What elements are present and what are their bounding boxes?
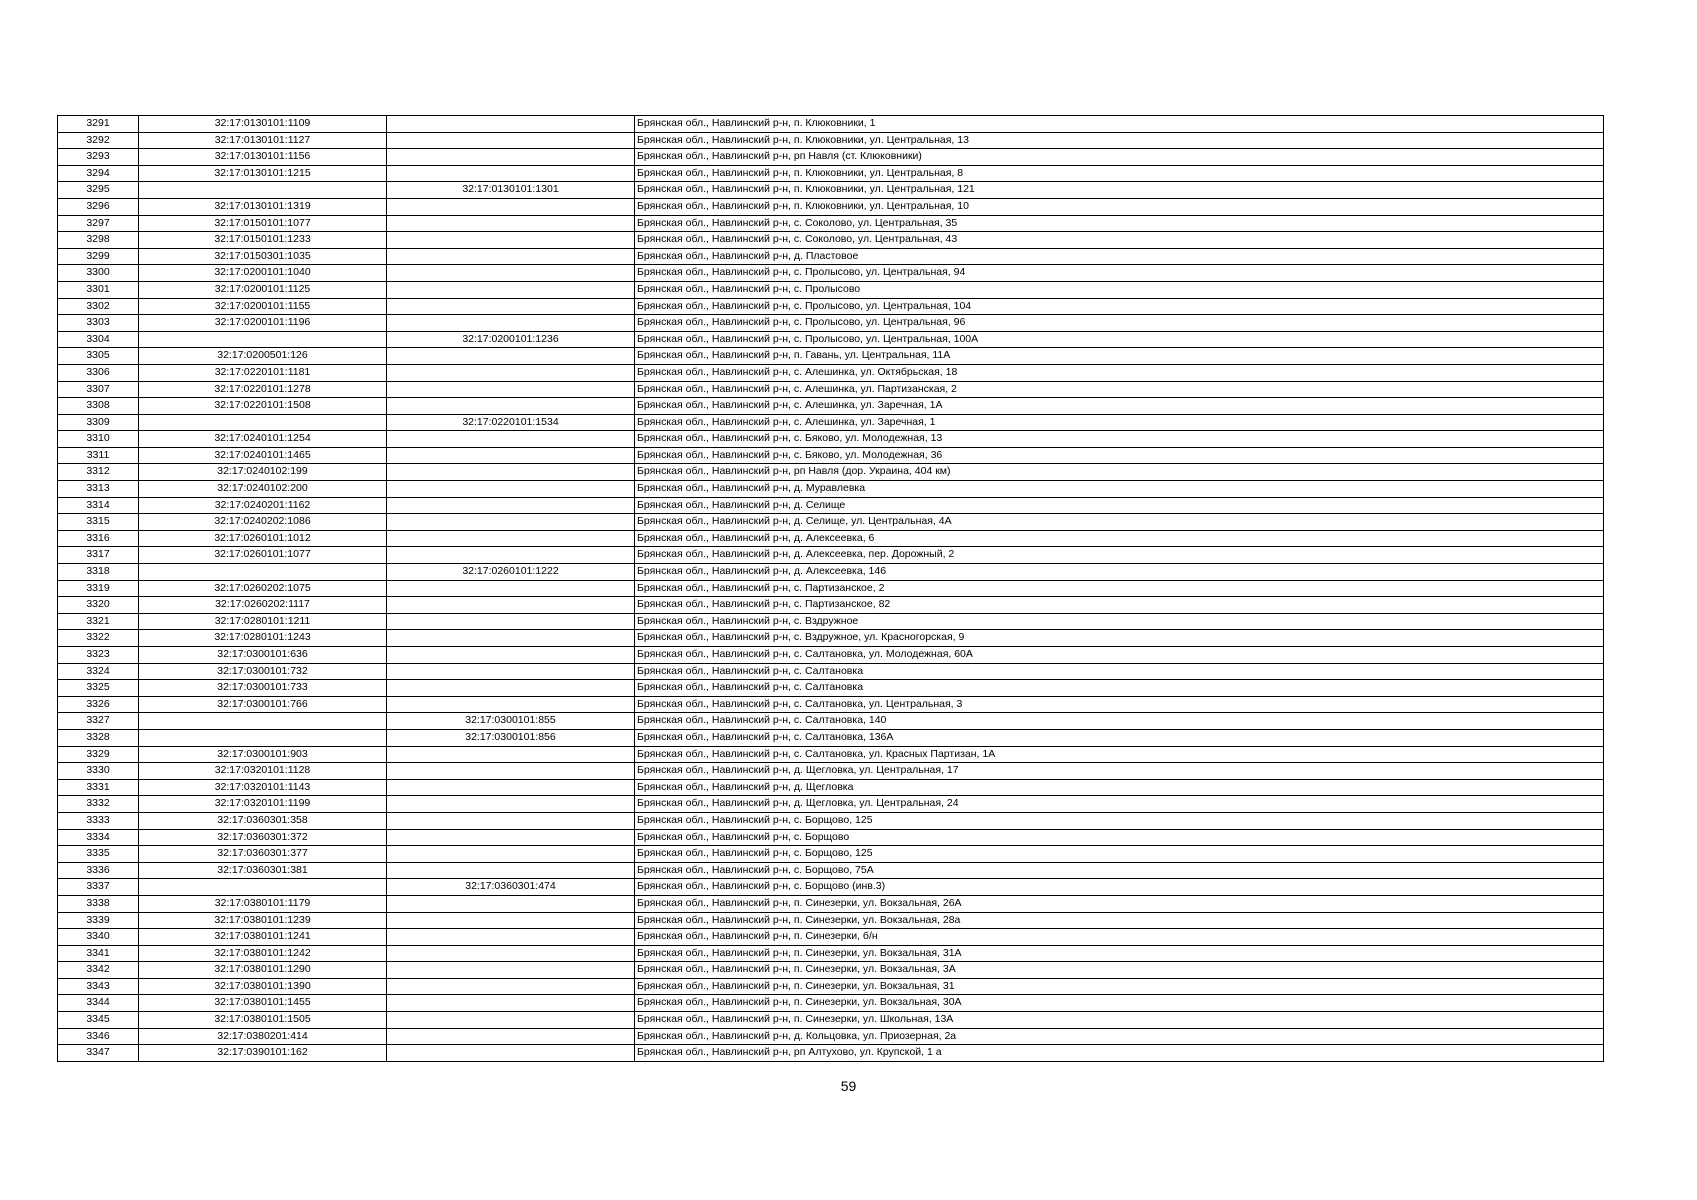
cadastral-number-cell: 32:17:0320101:1128 [139,763,387,780]
address-cell: Брянская обл., Навлинский р-н, п. Синезерки, ул. Школьная, 13А [635,1012,1604,1029]
table-row [58,1028,1604,1045]
address-cell: Брянская обл., Навлинский р-н, с. Бяково, ул. Молодежная, 36 [635,447,1604,464]
row-number-cell: 3343 [58,978,139,995]
cadastral-number-cell: 32:17:0300101:732 [139,663,387,680]
cadastral-number-cell: 32:17:0220101:1278 [139,381,387,398]
address-cell: Брянская обл., Навлинский р-н, рп Алтухово, ул. Крупской, 1 а [635,1045,1604,1062]
cadastral-number-alt-cell [387,597,635,614]
address-cell: Брянская обл., Навлинский р-н, с. Пролысово, ул. Центральная, 104 [635,298,1604,315]
table-row [58,381,1604,398]
row-number-cell: 3327 [58,713,139,730]
cadastral-number-alt-cell: 32:17:0300101:856 [387,729,635,746]
cadastral-number-cell: 32:17:0360301:358 [139,812,387,829]
cadastral-number-alt-cell [387,514,635,531]
cadastral-number-alt-cell [387,232,635,249]
address-cell: Брянская обл., Навлинский р-н, д. Алексеевка, пер. Дорожный, 2 [635,547,1604,564]
row-number-cell: 3336 [58,862,139,879]
row-number-cell: 3323 [58,647,139,664]
cadastral-number-cell [139,713,387,730]
cadastral-number-alt-cell: 32:17:0130101:1301 [387,182,635,199]
address-cell: Брянская обл., Навлинский р-н, д. Муравлевка [635,481,1604,498]
row-number-cell: 3309 [58,414,139,431]
cadastral-number-alt-cell [387,978,635,995]
address-cell: Брянская обл., Навлинский р-н, п. Клюковники, ул. Центральная, 13 [635,132,1604,149]
row-number-cell: 3307 [58,381,139,398]
cadastral-number-alt-cell [387,530,635,547]
cadastral-number-cell [139,182,387,199]
cadastral-number-alt-cell: 32:17:0300101:855 [387,713,635,730]
address-cell: Брянская обл., Навлинский р-н, с. Пролысово, ул. Центральная, 96 [635,315,1604,332]
row-number-cell: 3345 [58,1012,139,1029]
table-row [58,265,1604,282]
address-cell: Брянская обл., Навлинский р-н, с. Партизанское, 82 [635,597,1604,614]
cadastral-number-cell: 32:17:0240102:200 [139,481,387,498]
cadastral-number-cell: 32:17:0380201:414 [139,1028,387,1045]
cadastral-number-alt-cell [387,1045,635,1062]
table-row [58,398,1604,415]
table-row [58,945,1604,962]
table-row [58,547,1604,564]
table-row [58,497,1604,514]
cadastral-number-alt-cell: 32:17:0200101:1236 [387,331,635,348]
row-number-cell: 3329 [58,746,139,763]
cadastral-number-cell: 32:17:0240201:1162 [139,497,387,514]
address-cell: Брянская обл., Навлинский р-н, с. Салтановка, ул. Красных Партизан, 1А [635,746,1604,763]
table-row [58,232,1604,249]
table-row [58,895,1604,912]
address-cell: Брянская обл., Навлинский р-н, с. Пролысово [635,281,1604,298]
row-number-cell: 3319 [58,580,139,597]
address-cell: Брянская обл., Навлинский р-н, с. Салтановка [635,680,1604,697]
cadastral-number-cell: 32:17:0390101:162 [139,1045,387,1062]
address-cell: Брянская обл., Навлинский р-н, с. Салтановка [635,663,1604,680]
cadastral-number-alt-cell [387,929,635,946]
address-cell: Брянская обл., Навлинский р-н, с. Вздружное [635,613,1604,630]
cadastral-table-container [57,115,1603,1062]
address-cell: Брянская обл., Навлинский р-н, д. Кольцовка, ул. Приозерная, 2а [635,1028,1604,1045]
table-row [58,995,1604,1012]
address-cell: Брянская обл., Навлинский р-н, п. Синезерки, ул. Вокзальная, 31А [635,945,1604,962]
row-number-cell: 3292 [58,132,139,149]
row-number-cell: 3320 [58,597,139,614]
row-number-cell: 3294 [58,165,139,182]
address-cell: Брянская обл., Навлинский р-н, с. Салтановка, 136А [635,729,1604,746]
address-cell: Брянская обл., Навлинский р-н, д. Селище [635,497,1604,514]
cadastral-number-cell: 32:17:0240101:1254 [139,431,387,448]
cadastral-number-alt-cell [387,763,635,780]
cadastral-number-cell [139,331,387,348]
cadastral-number-alt-cell [387,746,635,763]
cadastral-number-alt-cell [387,198,635,215]
cadastral-number-alt-cell [387,497,635,514]
cadastral-number-alt-cell [387,862,635,879]
cadastral-number-cell: 32:17:0240202:1086 [139,514,387,531]
address-cell: Брянская обл., Навлинский р-н, с. Алешинка, ул. Заречная, 1 [635,414,1604,431]
cadastral-number-alt-cell [387,281,635,298]
address-cell: Брянская обл., Навлинский р-н, д. Щегловка [635,779,1604,796]
cadastral-number-cell: 32:17:0300101:733 [139,680,387,697]
table-row [58,613,1604,630]
cadastral-number-alt-cell [387,447,635,464]
address-cell: Брянская обл., Навлинский р-н, с. Борщово, 75А [635,862,1604,879]
table-row [58,879,1604,896]
address-cell: Брянская обл., Навлинский р-н, п. Синезерки, ул. Вокзальная, 26А [635,895,1604,912]
row-number-cell: 3310 [58,431,139,448]
cadastral-number-cell: 32:17:0130101:1127 [139,132,387,149]
cadastral-number-alt-cell [387,962,635,979]
cadastral-number-cell: 32:17:0130101:1109 [139,116,387,133]
address-cell: Брянская обл., Навлинский р-н, с. Борщово (инв.3) [635,879,1604,896]
table-row [58,564,1604,581]
cadastral-number-cell: 32:17:0380101:1290 [139,962,387,979]
address-cell: Брянская обл., Навлинский р-н, с. Салтановка, 140 [635,713,1604,730]
cadastral-number-cell: 32:17:0150101:1077 [139,215,387,232]
address-cell: Брянская обл., Навлинский р-н, п. Клюковники, ул. Центральная, 10 [635,198,1604,215]
address-cell: Брянская обл., Навлинский р-н, д. Щегловка, ул. Центральная, 24 [635,796,1604,813]
row-number-cell: 3308 [58,398,139,415]
row-number-cell: 3296 [58,198,139,215]
row-number-cell: 3311 [58,447,139,464]
address-cell: Брянская обл., Навлинский р-н, с. Борщово, 125 [635,812,1604,829]
row-number-cell: 3334 [58,829,139,846]
row-number-cell: 3302 [58,298,139,315]
cadastral-number-cell: 32:17:0200501:126 [139,348,387,365]
address-cell: Брянская обл., Навлинский р-н, п. Клюковники, ул. Центральная, 8 [635,165,1604,182]
address-cell: Брянская обл., Навлинский р-н, п. Синезерки, ул. Вокзальная, 30А [635,995,1604,1012]
row-number-cell: 3305 [58,348,139,365]
row-number-cell: 3333 [58,812,139,829]
address-cell: Брянская обл., Навлинский р-н, рп Навля (дор. Украина, 404 км) [635,464,1604,481]
cadastral-number-alt-cell [387,132,635,149]
cadastral-number-cell: 32:17:0380101:1455 [139,995,387,1012]
cadastral-number-cell: 32:17:0380101:1239 [139,912,387,929]
table-row [58,481,1604,498]
row-number-cell: 3295 [58,182,139,199]
cadastral-number-alt-cell [387,846,635,863]
cadastral-number-cell: 32:17:0380101:1241 [139,929,387,946]
address-cell: Брянская обл., Навлинский р-н, с. Алешинка, ул. Партизанская, 2 [635,381,1604,398]
address-cell: Брянская обл., Навлинский р-н, п. Клюковники, ул. Центральная, 121 [635,182,1604,199]
table-row [58,281,1604,298]
cadastral-number-cell: 32:17:0220101:1508 [139,398,387,415]
cadastral-number-alt-cell [387,315,635,332]
cadastral-number-cell: 32:17:0320101:1143 [139,779,387,796]
address-cell: Брянская обл., Навлинский р-н, п. Синезерки, ул. Вокзальная, 3А [635,962,1604,979]
cadastral-number-alt-cell [387,348,635,365]
cadastral-number-alt-cell: 32:17:0260101:1222 [387,564,635,581]
cadastral-number-alt-cell [387,995,635,1012]
address-cell: Брянская обл., Навлинский р-н, с. Соколово, ул. Центральная, 35 [635,215,1604,232]
cadastral-number-alt-cell [387,1012,635,1029]
cadastral-number-cell: 32:17:0380101:1179 [139,895,387,912]
cadastral-number-cell: 32:17:0380101:1242 [139,945,387,962]
row-number-cell: 3330 [58,763,139,780]
row-number-cell: 3346 [58,1028,139,1045]
row-number-cell: 3324 [58,663,139,680]
row-number-cell: 3316 [58,530,139,547]
cadastral-number-cell: 32:17:0260101:1012 [139,530,387,547]
table-row [58,846,1604,863]
cadastral-number-alt-cell [387,895,635,912]
address-cell: Брянская обл., Навлинский р-н, д. Селище, ул. Центральная, 4А [635,514,1604,531]
address-cell: Брянская обл., Навлинский р-н, с. Соколово, ул. Центральная, 43 [635,232,1604,249]
table-row [58,1045,1604,1062]
cadastral-number-cell: 32:17:0200101:1155 [139,298,387,315]
cadastral-number-cell: 32:17:0380101:1505 [139,1012,387,1029]
cadastral-number-cell: 32:17:0260202:1117 [139,597,387,614]
cadastral-number-cell: 32:17:0150101:1233 [139,232,387,249]
address-cell: Брянская обл., Навлинский р-н, с. Салтановка, ул. Молодежная, 60А [635,647,1604,664]
table-row [58,364,1604,381]
row-number-cell: 3335 [58,846,139,863]
cadastral-number-alt-cell [387,663,635,680]
cadastral-number-alt-cell [387,647,635,664]
cadastral-number-alt-cell [387,398,635,415]
cadastral-number-alt-cell [387,779,635,796]
table-row [58,348,1604,365]
cadastral-number-alt-cell [387,298,635,315]
row-number-cell: 3326 [58,696,139,713]
address-cell: Брянская обл., Навлинский р-н, с. Алешинка, ул. Октябрьская, 18 [635,364,1604,381]
cadastral-number-cell [139,414,387,431]
address-cell: Брянская обл., Навлинский р-н, рп Навля (ст. Клюковники) [635,149,1604,166]
table-row [58,248,1604,265]
row-number-cell: 3337 [58,879,139,896]
address-cell: Брянская обл., Навлинский р-н, п. Синезерки, б/н [635,929,1604,946]
table-row [58,912,1604,929]
table-row [58,132,1604,149]
address-cell: Брянская обл., Навлинский р-н, д. Алексеевка, 146 [635,564,1604,581]
table-row [58,663,1604,680]
address-cell: Брянская обл., Навлинский р-н, п. Синезерки, ул. Вокзальная, 31 [635,978,1604,995]
table-row [58,962,1604,979]
cadastral-number-cell: 32:17:0150301:1035 [139,248,387,265]
address-cell: Брянская обл., Навлинский р-н, с. Борщово [635,829,1604,846]
cadastral-number-cell: 32:17:0240102:199 [139,464,387,481]
table-row [58,763,1604,780]
cadastral-number-cell: 32:17:0300101:766 [139,696,387,713]
row-number-cell: 3347 [58,1045,139,1062]
table-row [58,530,1604,547]
row-number-cell: 3341 [58,945,139,962]
row-number-cell: 3303 [58,315,139,332]
cadastral-number-alt-cell [387,796,635,813]
row-number-cell: 3325 [58,680,139,697]
cadastral-number-alt-cell [387,580,635,597]
table-row [58,696,1604,713]
cadastral-number-cell: 32:17:0360301:381 [139,862,387,879]
row-number-cell: 3338 [58,895,139,912]
row-number-cell: 3340 [58,929,139,946]
table-row [58,1012,1604,1029]
table-row [58,464,1604,481]
cadastral-number-cell: 32:17:0300101:903 [139,746,387,763]
cadastral-number-cell: 32:17:0130101:1156 [139,149,387,166]
table-row [58,580,1604,597]
cadastral-number-alt-cell [387,812,635,829]
cadastral-table-body [58,116,1604,1062]
address-cell: Брянская обл., Навлинский р-н, д. Алексеевка, 6 [635,530,1604,547]
table-row [58,746,1604,763]
cadastral-number-alt-cell [387,630,635,647]
cadastral-number-cell: 32:17:0300101:636 [139,647,387,664]
row-number-cell: 3299 [58,248,139,265]
row-number-cell: 3313 [58,481,139,498]
row-number-cell: 3300 [58,265,139,282]
cadastral-number-alt-cell [387,680,635,697]
table-row [58,331,1604,348]
row-number-cell: 3344 [58,995,139,1012]
table-row [58,779,1604,796]
address-cell: Брянская обл., Навлинский р-н, с. Вздружное, ул. Красногорская, 9 [635,630,1604,647]
row-number-cell: 3306 [58,364,139,381]
table-row [58,198,1604,215]
row-number-cell: 3328 [58,729,139,746]
cadastral-number-alt-cell [387,165,635,182]
address-cell: Брянская обл., Навлинский р-н, с. Пролысово, ул. Центральная, 100А [635,331,1604,348]
row-number-cell: 3339 [58,912,139,929]
row-number-cell: 3314 [58,497,139,514]
cadastral-number-alt-cell [387,481,635,498]
cadastral-number-alt-cell [387,431,635,448]
row-number-cell: 3293 [58,149,139,166]
row-number-cell: 3304 [58,331,139,348]
cadastral-number-cell: 32:17:0240101:1465 [139,447,387,464]
address-cell: Брянская обл., Навлинский р-н, п. Клюковники, 1 [635,116,1604,133]
cadastral-number-alt-cell: 32:17:0360301:474 [387,879,635,896]
row-number-cell: 3321 [58,613,139,630]
cadastral-number-cell: 32:17:0220101:1181 [139,364,387,381]
row-number-cell: 3315 [58,514,139,531]
row-number-cell: 3312 [58,464,139,481]
cadastral-number-alt-cell [387,364,635,381]
table-row [58,862,1604,879]
cadastral-number-alt-cell [387,464,635,481]
cadastral-number-alt-cell [387,149,635,166]
row-number-cell: 3342 [58,962,139,979]
cadastral-number-alt-cell [387,547,635,564]
row-number-cell: 3322 [58,630,139,647]
table-row [58,165,1604,182]
table-row [58,514,1604,531]
cadastral-number-cell: 32:17:0200101:1040 [139,265,387,282]
cadastral-number-alt-cell: 32:17:0220101:1534 [387,414,635,431]
table-row [58,447,1604,464]
row-number-cell: 3317 [58,547,139,564]
table-row [58,116,1604,133]
address-cell: Брянская обл., Навлинский р-н, с. Партизанское, 2 [635,580,1604,597]
table-row [58,812,1604,829]
address-cell: Брянская обл., Навлинский р-н, д. Щегловка, ул. Центральная, 17 [635,763,1604,780]
cadastral-number-alt-cell [387,829,635,846]
cadastral-number-alt-cell [387,1028,635,1045]
table-row [58,630,1604,647]
address-cell: Брянская обл., Навлинский р-н, с. Алешинка, ул. Заречная, 1А [635,398,1604,415]
cadastral-number-cell [139,564,387,581]
table-row [58,182,1604,199]
cadastral-table [57,115,1604,1062]
cadastral-number-cell: 32:17:0280101:1211 [139,613,387,630]
cadastral-number-alt-cell [387,215,635,232]
address-cell: Брянская обл., Навлинский р-н, с. Пролысово, ул. Центральная, 94 [635,265,1604,282]
cadastral-number-cell: 32:17:0280101:1243 [139,630,387,647]
cadastral-number-cell [139,879,387,896]
table-row [58,315,1604,332]
row-number-cell: 3331 [58,779,139,796]
row-number-cell: 3291 [58,116,139,133]
address-cell: Брянская обл., Навлинский р-н, п. Гавань, ул. Центральная, 11А [635,348,1604,365]
cadastral-number-alt-cell [387,265,635,282]
page-number: 59 [840,1078,857,1094]
row-number-cell: 3332 [58,796,139,813]
table-row [58,929,1604,946]
table-row [58,796,1604,813]
address-cell: Брянская обл., Навлинский р-н, п. Синезерки, ул. Вокзальная, 28а [635,912,1604,929]
row-number-cell: 3301 [58,281,139,298]
address-cell: Брянская обл., Навлинский р-н, д. Пластовое [635,248,1604,265]
table-row [58,647,1604,664]
cadastral-number-cell: 32:17:0200101:1196 [139,315,387,332]
cadastral-number-cell: 32:17:0360301:377 [139,846,387,863]
table-row [58,215,1604,232]
table-row [58,149,1604,166]
cadastral-number-cell [139,729,387,746]
cadastral-number-alt-cell [387,116,635,133]
cadastral-number-cell: 32:17:0260101:1077 [139,547,387,564]
cadastral-number-alt-cell [387,696,635,713]
table-row [58,597,1604,614]
cadastral-number-alt-cell [387,945,635,962]
table-row [58,978,1604,995]
cadastral-number-alt-cell [387,248,635,265]
cadastral-number-alt-cell [387,381,635,398]
table-row [58,680,1604,697]
cadastral-number-alt-cell [387,912,635,929]
row-number-cell: 3318 [58,564,139,581]
table-row [58,298,1604,315]
cadastral-number-cell: 32:17:0130101:1215 [139,165,387,182]
row-number-cell: 3298 [58,232,139,249]
table-row [58,829,1604,846]
table-row [58,729,1604,746]
cadastral-number-cell: 32:17:0260202:1075 [139,580,387,597]
address-cell: Брянская обл., Навлинский р-н, с. Бяково, ул. Молодежная, 13 [635,431,1604,448]
cadastral-number-cell: 32:17:0200101:1125 [139,281,387,298]
cadastral-number-cell: 32:17:0380101:1390 [139,978,387,995]
cadastral-number-cell: 32:17:0320101:1199 [139,796,387,813]
cadastral-number-alt-cell [387,613,635,630]
table-row [58,431,1604,448]
row-number-cell: 3297 [58,215,139,232]
address-cell: Брянская обл., Навлинский р-н, с. Салтановка, ул. Центральная, 3 [635,696,1604,713]
cadastral-number-cell: 32:17:0130101:1319 [139,198,387,215]
table-row [58,414,1604,431]
table-row [58,713,1604,730]
cadastral-number-cell: 32:17:0360301:372 [139,829,387,846]
address-cell: Брянская обл., Навлинский р-н, с. Борщово, 125 [635,846,1604,863]
